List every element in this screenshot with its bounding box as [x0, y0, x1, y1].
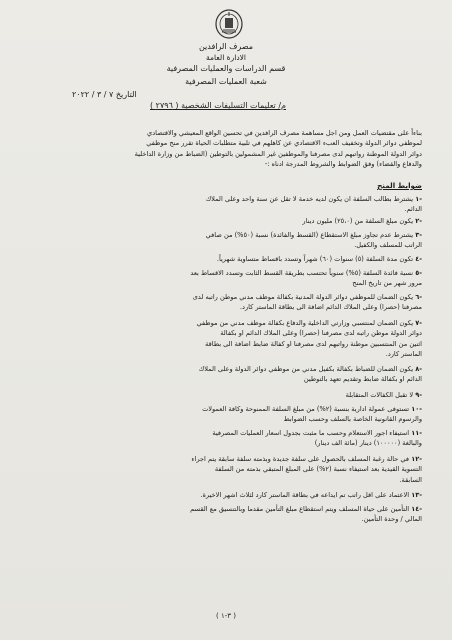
item-number: -٥ — [415, 269, 422, 277]
item-text: اثنين من المنتسبين موطنة رواتبهم لدى مصرفنا او كفالة ضابط اضافة الى بطاقة — [205, 339, 422, 348]
item-text: الراتب للمسلف والكفيل. — [354, 241, 422, 250]
item-number: -٢ — [415, 217, 422, 225]
intro-line: لموظفي دوائر الدولة وتخفيف العبء الاقتصادي عن كاهلهم في تلبية متطلبات الحياة تقرر منح موظفي — [146, 139, 422, 148]
item-number: -١٤ — [411, 505, 422, 513]
list-item — [30, 454, 422, 485]
item-number: -٣ — [415, 231, 422, 239]
item-number: -١٢ — [411, 455, 422, 463]
item-number: -٧ — [415, 319, 422, 327]
intro-line: والدفاع والقضاء) وفق الضوابط والشروط المدرجة ادناه :- — [264, 160, 422, 169]
item-text: يشترط بطالب السلفة ان يكون لديه خدمة لا تقل عن سنة واحد وعلى الملاك — [205, 195, 414, 203]
item-text: الاعتماد على اقل راتب تم ايداعه في بطاقة الماستر كارد لثلاث اشهر الاخيرة. — [200, 491, 410, 499]
item-text: دوائر الدولة موطن راتبه لدى مصرفنا (حصرا) وعلى الملاك الدائم او بكفالة — [220, 329, 422, 338]
list-item — [30, 504, 422, 525]
list-item — [30, 292, 422, 313]
item-text: تكون مدة السلفة (٥) سنوات (٦٠) شهراً وتسدد باقساط متساوية شهرياً. — [216, 255, 414, 263]
item-text: يكون الضمان لمنتسبي وزارتي الداخلية والدفاع بكفالة موظف مدني من موظفي — [196, 319, 414, 327]
intro-paragraph — [30, 128, 422, 170]
item-number: -٦ — [415, 293, 422, 301]
item-text: مصرفنا (حصرا) وعلى الملاك الدائم اضافة الى بطاقة الماستر كارد. — [239, 303, 422, 312]
item-text: يكون الضمان للموظفي دوائر الدولة المدنية بكفالة موظف مدني موطن راتبه لدى — [192, 293, 414, 301]
department-name: قسم الدراسات والعمليات المصرفية — [166, 64, 286, 73]
admin-name: الادارة العامة — [205, 53, 247, 62]
item-text: الماستر كارد. — [385, 350, 422, 359]
item-number: -٨ — [415, 365, 422, 373]
list-item — [30, 428, 422, 449]
list-item — [30, 268, 422, 289]
item-text: والبالغة (١٠٠٠٠٠) دينار (مائة الف دينار) — [314, 439, 422, 448]
item-text: مرور شهر من تاريخ المنح — [352, 279, 422, 288]
item-number: -١١ — [411, 429, 422, 437]
intro-line: دوائر الدولة الموطنة رواتبهم لدى مصرفنا والموظفين غير المشمولين بالتوطين (الضباط من وزارة الداخلية — [134, 149, 422, 158]
list-item — [30, 230, 422, 251]
item-text: تستوفى عمولة ادارية بنسبة (٢%) من مبلغ السلفة الممنوحة وكافة العمولات — [202, 405, 410, 413]
item-text: في حالة رغبة المسلف بالحصول على سلفة جديدة وبذمته سلفة سابقة يتم اجراء — [191, 455, 410, 463]
intro-line: بناءاً على مقتضيات العمل ومن اجل مساهمة مصرف الرافدين في تحسين الواقع المعيشي والاقتصادي — [147, 129, 422, 137]
list-item — [30, 490, 422, 500]
item-text: يكون الضمان للضباط بكفالة بكفيل مدني من موظفي دوائر الدولة وعلى الملاك — [198, 365, 414, 373]
item-text: استيفاء اجور الاستعلام وحسب ما مثبت بجدول اسعار العمليات المصرفية — [212, 429, 410, 437]
item-text: المالي / وحدة التأمين. — [361, 515, 422, 524]
item-text: يكون مبلغ السلفة من (٢٥،٠) مليون دينار — [302, 217, 414, 225]
document-subject: م/ تعليمات التسليفات الشخصية ( ٢٧٩٦ ) — [150, 101, 286, 110]
item-text: لا تقبل الكفالات المتقابلة — [345, 391, 414, 399]
bank-name: مصرف الرافدين — [198, 42, 254, 51]
item-text: يشترط عدم تجاوز مبلغ الاستقطاع (القسط والفائدة) نسبة (٥٠%) من صافي — [205, 231, 414, 239]
section-title: ضوابط المنح — [377, 181, 422, 190]
document-date: التاريخ ٧ / ٣ / ٢٠٢٢ — [72, 90, 137, 99]
item-text: والرسوم القانونية الخاصة بالسلف وحسب الضوابط — [283, 415, 422, 424]
list-item — [30, 216, 422, 226]
bank-logo-emblem — [214, 8, 244, 40]
item-number: -١ — [415, 195, 422, 203]
item-text: الدائم او بكفالة ضابط وتقديم تعهد بالتوطين — [303, 375, 422, 384]
item-text: نسبة فائدة السلفة (٥%) سنوياً تحتسب بطريقة القسط الثابت وتسدد الاقساط بعد — [190, 269, 414, 277]
item-text: السابقة. — [399, 475, 422, 484]
item-number: -٩ — [415, 391, 422, 399]
list-item — [30, 318, 422, 360]
division-name: شعبة العمليات المصرفية — [185, 77, 267, 86]
list-item — [30, 194, 422, 215]
item-text: التسوية القيدية بعد استيفاء نسبة (٢%) على المبلغ المتبقي بذمته من السلفة — [214, 465, 422, 474]
item-number: -١٣ — [411, 491, 422, 499]
list-item — [30, 364, 422, 385]
item-number: -١٠ — [411, 405, 422, 413]
list-item — [30, 390, 422, 400]
page-number: ( ٣-١ ) — [216, 612, 236, 620]
item-number: -٤ — [415, 255, 422, 263]
item-text: التأمين على حياة المسلف ويتم استقطاع مبلغ التأمين مقدما وبالتنسيق مع القسم — [190, 505, 410, 513]
list-item — [30, 254, 422, 264]
list-item — [30, 404, 422, 425]
item-text: الدائم. — [404, 205, 422, 214]
